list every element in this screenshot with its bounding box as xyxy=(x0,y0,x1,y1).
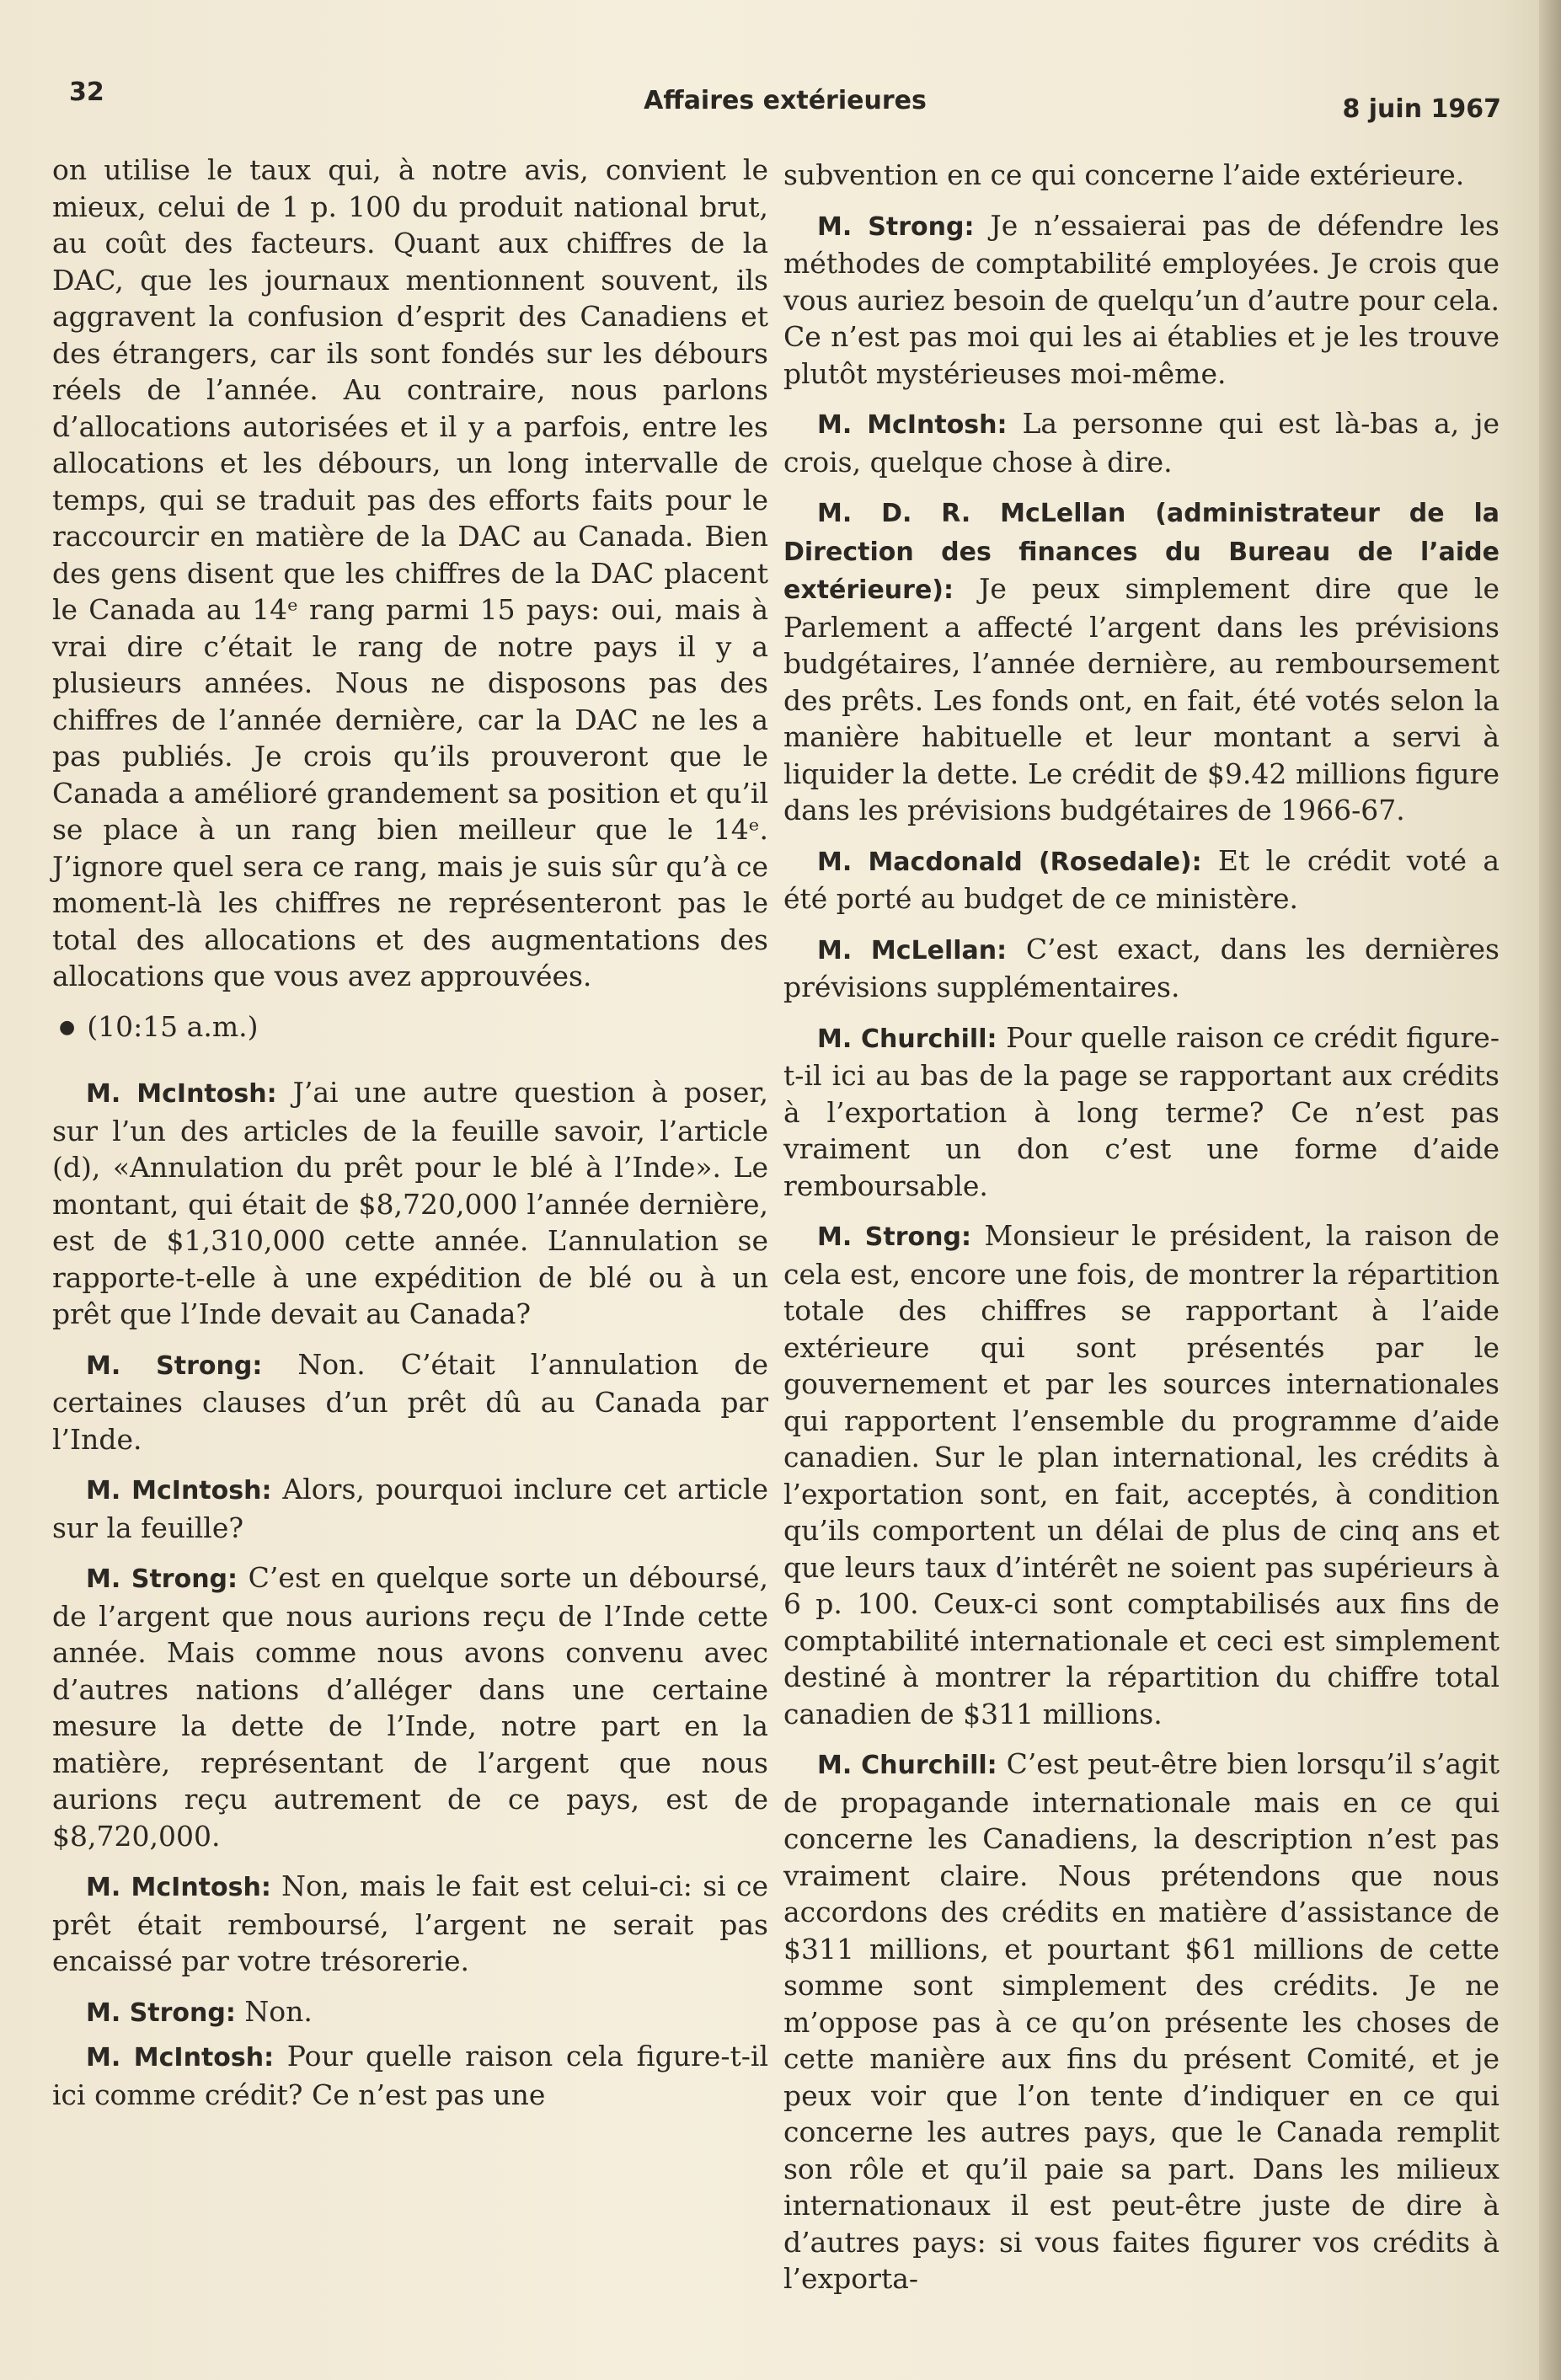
paragraph: M. Strong: Je n’essaierai pas de défendre les méthodes de comptabilité employées. Je crois que vous auriez besoin de quelqu’un d’autre pour cela. Ce n’est pas moi qui les ai établies et je les trouve plutôt mystérieuses moi-même. xyxy=(783,208,1500,390)
speaker-name: M. McIntosh: xyxy=(86,2043,275,2072)
speaker-name: M. McIntosh: xyxy=(86,1873,271,1902)
running-title: Affaires extérieures xyxy=(644,86,927,115)
paragraph: M. McLellan: C’est exact, dans les dernières prévisions supplémentaires. xyxy=(783,932,1500,1003)
speaker-name: M. McLellan: xyxy=(817,935,1008,965)
paragraph: on utilise le taux qui, à notre avis, convient le mieux, celui de 1 p. 100 du produit national brut, au coût des facteurs. Quant aux chiffres de la DAC, que les journaux mentionnent souvent, ils aggravent la confusion d’esprit des Canadiens et des étrangers, car ils sont fondés sur les débours réels de l’année. Au contraire, nous parlons d’allocations autorisées et il y a parfois, entre les allocations et les débours, un long intervalle de temps, qui se traduit pas des efforts faits pour le raccourcir en matière de la DAC au Canada. Bien des gens disent que les chiffres de la DAC placent le Canada au 14ᵉ rang parmi 15 pays: oui, mais à vrai dire c’était le rang de notre pays il y a plusieurs années. Nous ne disposons pas des chiffres de l’année dernière, car la DAC ne les a pas publiés. Je crois qu’ils prouveront que le Canada a amélioré grandement sa position et qu’il se place à un rang bien meilleur que le 14ᵉ. J’ignore quel sera ce rang, mais je suis sûr qu’à ce moment-là les chiffres ne représenteront pas le total des allocations et des augmentations des allocations que vous avez approuvées. xyxy=(52,153,768,992)
speaker-name: M. Churchill: xyxy=(817,1024,997,1054)
paragraph: M. McIntosh: J’ai une autre question à poser, sur l’un des articles de la feuille savoir, l’article (d), «Annulation du prêt pour le blé à l’Inde». Le montant, qui était de $8,720,000 l’année dernière, est de $1,310,000 cette année. L’annulation se rapporte-t-elle à une expédition de blé ou à un prêt que l’Inde devait au Canada? xyxy=(52,1076,768,1330)
paragraph: M. Strong: Non. C’était l’annulation de certaines clauses d’un prêt dû au Canada par l’Inde. xyxy=(52,1347,768,1456)
speaker-name: M. Strong: xyxy=(86,1998,236,2028)
timestamp: ● (10:15 a.m.) xyxy=(59,1009,259,1043)
page-header xyxy=(69,78,1501,124)
speaker-name: M. D. R. McLellan (administrateur de la Direction des finances du Bureau de l’aide extérieure): xyxy=(783,499,1500,605)
paragraph: M. Strong: Monsieur le président, la raison de cela est, encore une fois, de montrer la répartition totale des chiffres se rapportant à l’aide extérieure qui sont présentés par le gouvernement et par les sources internationales qui rapportent l’ensemble du programme d’aide canadien. Sur le plan international, les crédits à l’exportation sont, en fait, acceptés, à condition qu’ils comportent un délai de plus de cinq ans et que leurs taux d’intérêt ne soient pas supérieurs à 6 p. 100. Ceux-ci sont comptabilisés aux fins de comptabilité internationale et ceci est simplement destiné à montrer la répartition du chiffre total canadien de $311 millions. xyxy=(783,1219,1500,1730)
header-date: 8 juin 1967 xyxy=(1342,94,1501,124)
right-column xyxy=(783,157,1500,2311)
speaker-name: M. Churchill: xyxy=(817,1751,997,1780)
speaker-name: M. McIntosh: xyxy=(817,410,1008,440)
bullet-icon: ● xyxy=(59,1016,76,1038)
paragraph: M. McIntosh: Alors, pourquoi inclure cet article sur la feuille? xyxy=(52,1473,768,1544)
speaker-name: M. Strong: xyxy=(817,1222,971,1252)
speaker-name: M. Strong: xyxy=(86,1350,263,1381)
paragraph: M. McIntosh: Pour quelle raison cela figure-t-il ici comme crédit? Ce n’est pas une xyxy=(52,2040,768,2111)
page-edge xyxy=(1539,0,1561,2380)
speaker-name: M. Strong: xyxy=(817,211,975,242)
speaker-name: M. McIntosh: xyxy=(86,1476,272,1506)
paragraph: M. D. R. McLellan (administrateur de la Direction des finances du Bureau de l’aide extérieure): Je peux simplement dire que le Parlement a affecté l’argent dans les prévisions budgétaires, l’année dernière, au remboursement des prêts. Les fonds ont, en fait, été votés selon la manière habituelle et leur montant a servi à liquider la dette. Le crédit de $9.42 millions figure dans les prévisions budgétaires de 1966-67. xyxy=(783,499,1500,826)
speaker-name: M. Macdonald (Rosedale): xyxy=(817,847,1202,877)
left-column xyxy=(52,152,768,2126)
paragraph: M. McIntosh: Non, mais le fait est celui-ci: si ce prêt était remboursé, l’argent ne serait pas encaissé par votre trésorerie. xyxy=(52,1869,769,1977)
speaker-name: M. Strong: xyxy=(86,1564,238,1594)
page-number: 32 xyxy=(69,78,104,107)
paragraph: M. McIntosh: La personne qui est là-bas a, je crois, quelque chose à dire. xyxy=(783,407,1500,479)
paragraph: M. Churchill: Pour quelle raison ce crédit figure-t-il ici au bas de la page se rapportant aux crédits à l’exportation à long terme? Ce n’est pas vraiment un don c’est une forme d’aide remboursable. xyxy=(783,1020,1500,1202)
paragraph: M. Macdonald (Rosedale): Et le crédit voté a été porté au budget de ce ministère. xyxy=(783,843,1500,915)
speaker-name: M. McIntosh: xyxy=(86,1079,277,1109)
paragraph: subvention en ce qui concerne l’aide extérieure. xyxy=(783,158,1465,191)
paragraph: M. Churchill: C’est peut-être bien lorsqu’il s’agit de propagande internationale mais en ce qui concerne les Canadiens, la description n’est pas vraiment claire. Nous prétendons que nous accordons des crédits en matière d’assistance de $311 millions, et pourtant $61 millions de cette somme sont simplement des crédits. Je ne m’oppose pas à ce qu’on présente les choses de cette manière aux fins du présent Comité, et je peux voir que l’on tente d’indiquer en ce qui concerne les autres pays, que le Canada remplit son rôle et qu’il paie sa part. Dans les milieux internationaux il est peut-être juste de dire à d’autres pays: si vous faites figurer vos crédits à l’exporta- xyxy=(783,1747,1500,2295)
paragraph: M. Strong: C’est en quelque sorte un déboursé, de l’argent que nous aurions reçu de l’Inde cette année. Mais comme nous avons convenu avec d’autres nations d’alléger dans une certaine mesure la dette de l’Inde, notre part en la matière, représentant de l’argent que nous aurions reçu autrement de ce pays, est de $8,720,000. xyxy=(52,1561,768,1853)
paragraph: M. Strong: Non. xyxy=(86,1994,313,2028)
